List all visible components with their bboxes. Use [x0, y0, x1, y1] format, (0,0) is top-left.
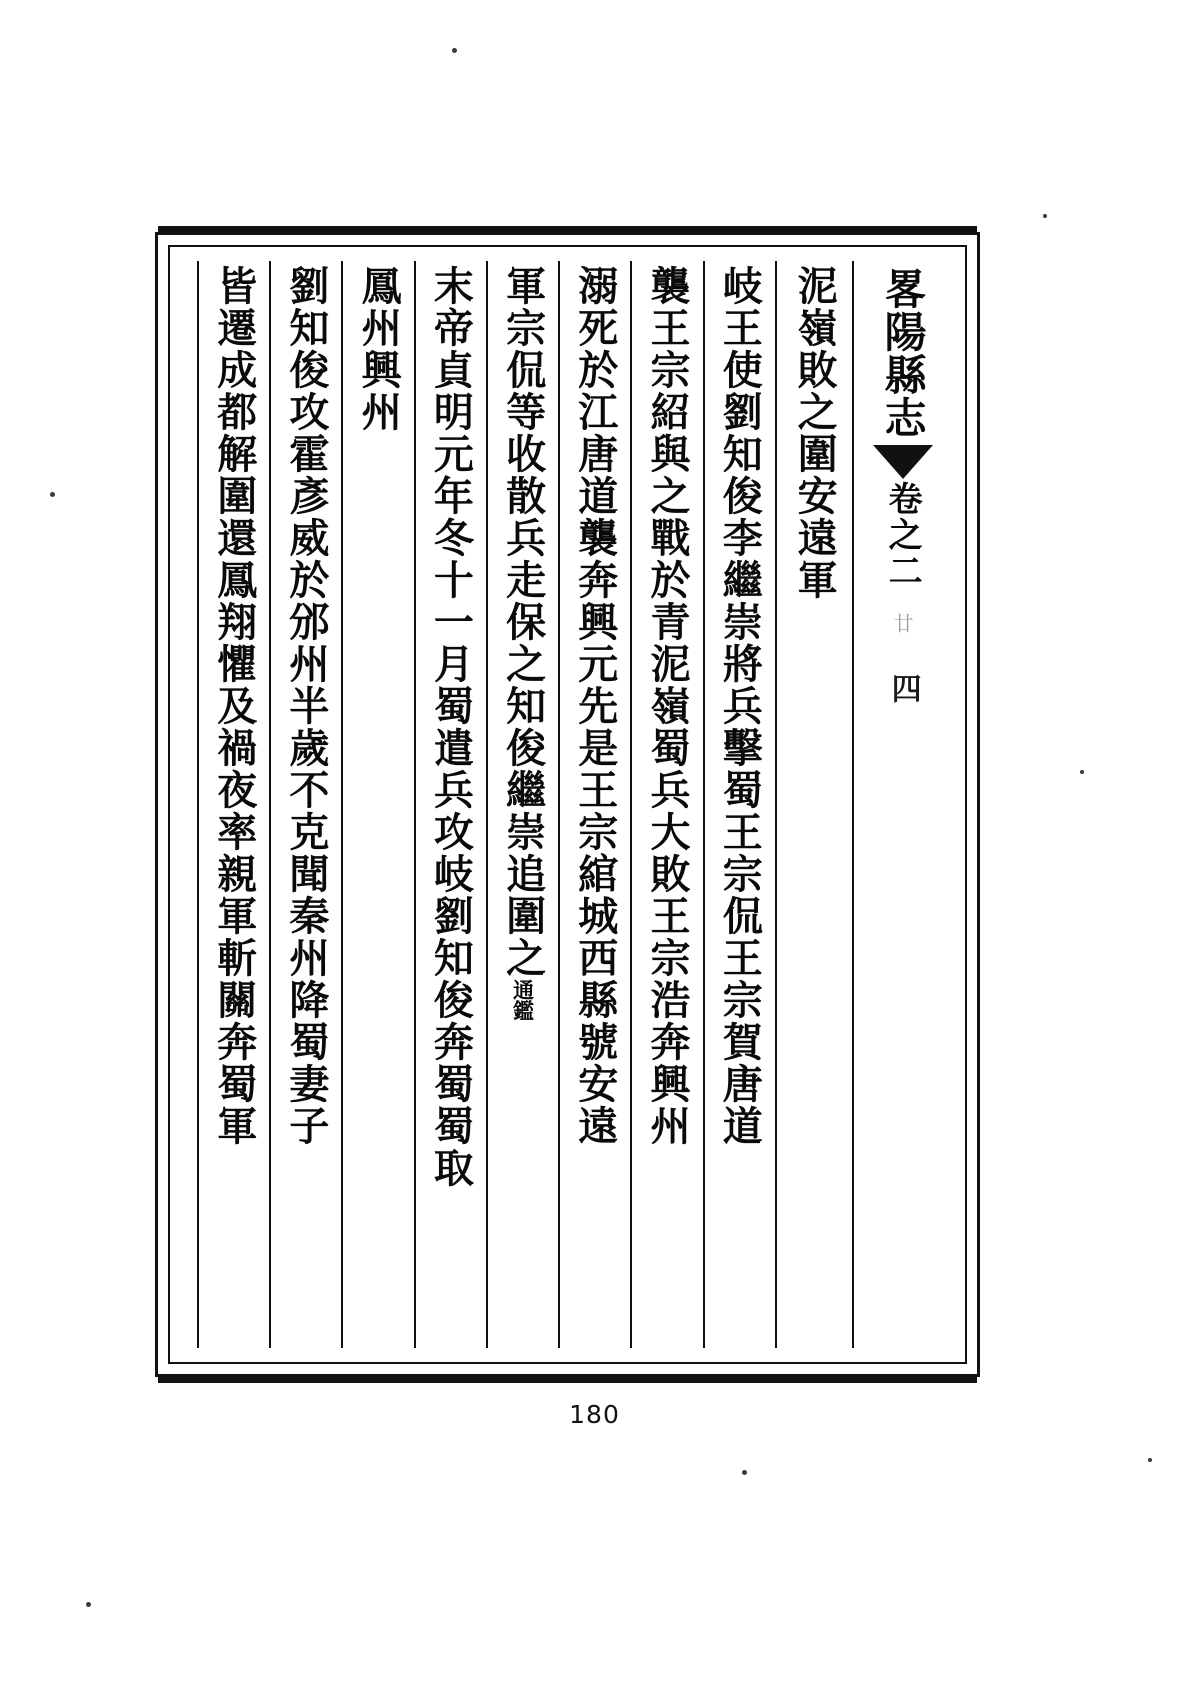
interlinear-note: 通鑑 — [510, 979, 536, 1021]
column-text: 皆遷成都解圍還鳳翔懼及禍夜率親軍斬關奔蜀軍 — [210, 265, 258, 1147]
scan-speck — [86, 1602, 91, 1607]
fish-tail-mark — [873, 445, 933, 479]
text-column-6 — [414, 261, 486, 1348]
text-column-4 — [558, 261, 630, 1348]
column-text: 泥嶺敗之圍安遠軍 — [791, 265, 839, 601]
folio-number: 四 — [885, 673, 921, 703]
text-columns — [184, 261, 951, 1348]
column-text: 溺死於江唐道襲奔興元先是王宗綰城西縣號安遠 — [571, 265, 619, 1147]
volume-label: 卷之二 — [882, 481, 923, 589]
scan-speck — [452, 48, 457, 53]
banner-column — [852, 261, 951, 1348]
text-column-margin — [184, 261, 197, 1348]
scan-speck — [1080, 770, 1084, 774]
book-title: 畧陽縣志 — [878, 267, 928, 439]
scan-speck — [50, 492, 55, 497]
printed-page-block — [155, 232, 980, 1377]
page-number: 180 — [569, 1400, 620, 1429]
text-column-7 — [341, 261, 413, 1348]
column-text: 軍宗侃等收散兵走保之知俊繼崇追圍之 — [499, 265, 547, 979]
column-text: 襲王宗紹與之戰於青泥嶺蜀兵大敗王宗浩奔興州 — [644, 265, 692, 1147]
text-column-8 — [269, 261, 341, 1348]
text-column-2 — [703, 261, 775, 1348]
scan-speck — [1148, 1458, 1152, 1462]
text-column-5 — [486, 261, 558, 1348]
column-text: 岐王使劉知俊李繼崇將兵擊蜀王宗侃王宗賀唐道 — [716, 265, 764, 1147]
text-column-9 — [197, 261, 269, 1348]
frame-top-rule — [158, 226, 977, 233]
faint-mark: 廿 — [890, 613, 915, 633]
scan-speck — [1043, 214, 1047, 218]
text-column-3 — [630, 261, 702, 1348]
column-text: 鳳州興州 — [355, 265, 403, 433]
frame-bottom-rule — [158, 1374, 977, 1383]
column-text: 劉知俊攻霍彥威於邠州半歲不克聞秦州降蜀妻子 — [282, 265, 330, 1147]
scan-speck — [742, 1470, 747, 1475]
column-text: 末帝貞明元年冬十一月蜀遣兵攻岐劉知俊奔蜀蜀取 — [427, 265, 475, 1189]
printed-page-inner-rule — [168, 245, 967, 1364]
text-column-1 — [775, 261, 853, 1348]
